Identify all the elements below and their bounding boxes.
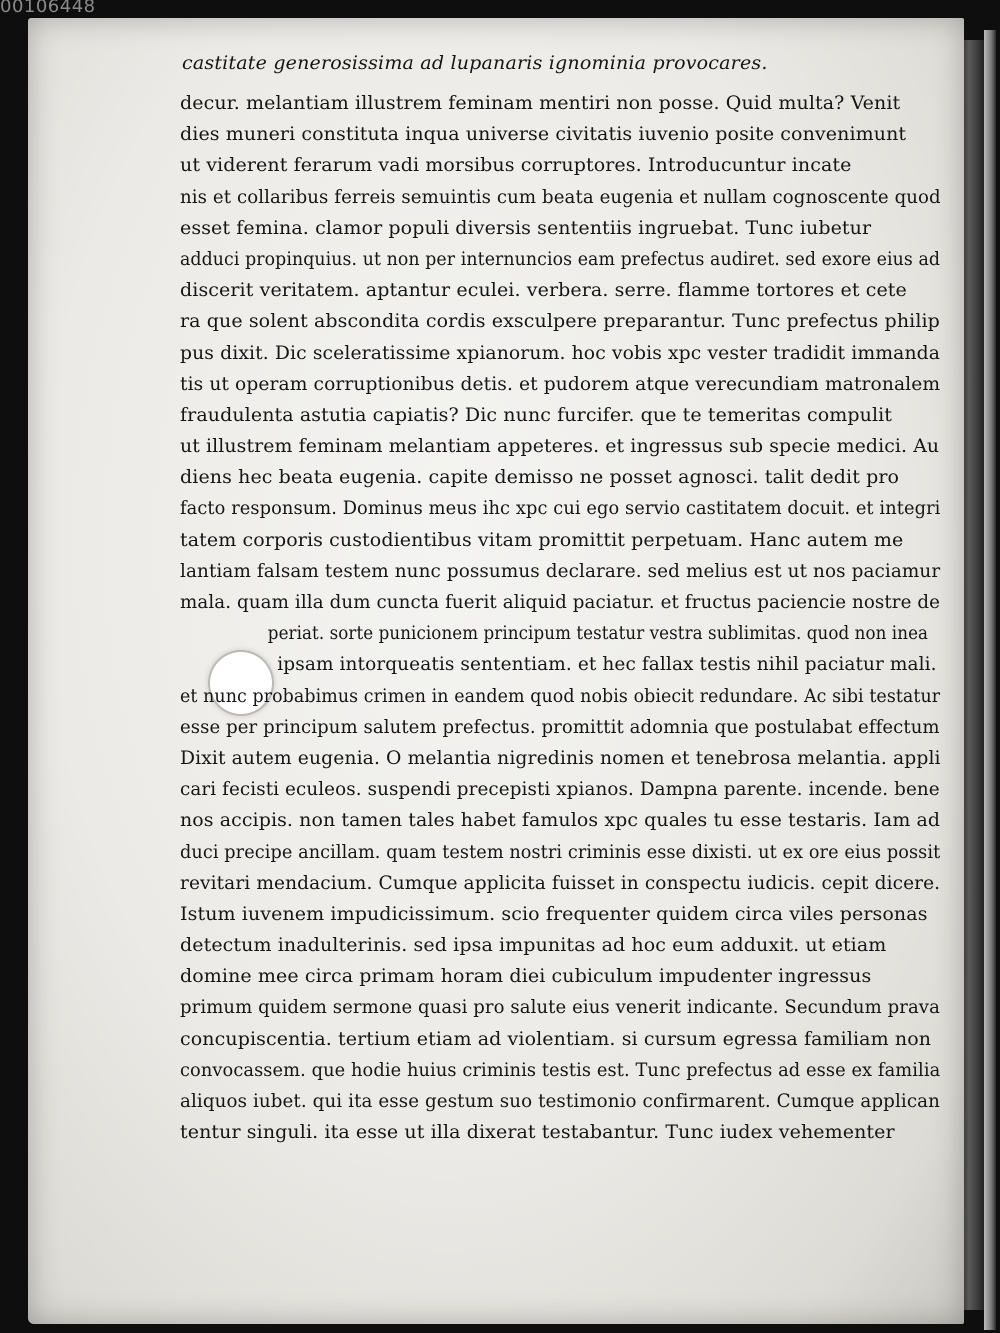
manuscript-line: et nunc probabimus crimen in eandem quod nobis obiecit redundare. Ac sibi testatur <box>180 684 941 707</box>
manuscript-line: discerit veritatem. aptantur eculei. verbera. serre. flamme tortores et cete <box>180 279 907 302</box>
manuscript-line: Istum iuvenem impudicissimum. scio frequenter quidem circa viles personas <box>180 902 928 925</box>
manuscript-line: duci precipe ancillam. quam testem nostri criminis esse dixisti. ut ex ore eius possit <box>180 840 941 863</box>
page-stack-edge <box>984 30 996 1330</box>
manuscript-line: esset femina. clamor populi diversis sententiis ingruebat. Tunc iubetur <box>180 216 872 239</box>
manuscript-line: esse per principum salutem prefectus. promittit adomnia que postulabat effectum <box>180 715 940 738</box>
manuscript-line: convocassem. que hodie huius criminis testis est. Tunc prefectus ad esse ex familia <box>180 1058 941 1081</box>
manuscript-line: nis et collaribus ferreis semuintis cum beata eugenia et nullam cognoscente quod <box>180 185 941 208</box>
manuscript-line: decur. melantiam illustrem feminam mentiri non posse. Quid multa? Venit <box>180 92 901 114</box>
manuscript-lines <box>180 88 950 1148</box>
image-id-label: 00106448 <box>0 0 96 17</box>
manuscript-line: tatem corporis custodientibus vitam promittit perpetuam. Hanc autem me <box>180 528 904 551</box>
manuscript-line: primum quidem sermone quasi pro salute eius venerit indicante. Secundum prava <box>180 996 940 1019</box>
manuscript-line: dies muneri constituta inqua universe civitatis iuvenio posite convenimunt <box>180 123 907 146</box>
manuscript-line: diens hec beata eugenia. capite demisso ne posset agnosci. talit dedit pro <box>180 466 900 489</box>
manuscript-line: periat. sorte punicionem principum testatur vestra sublimitas. quod non inea <box>267 622 929 645</box>
manuscript-line: tentur singuli. ita esse ut illa dixerat testabantur. Tunc iudex vehementer <box>180 1121 895 1144</box>
manuscript-line: ipsam intorqueatis sententiam. et hec fallax testis nihil paciatur mali. <box>277 653 937 676</box>
manuscript-line: revitari mendacium. Cumque applicita fuisset in conspectu iudicis. cepit dicere. <box>180 871 941 894</box>
manuscript-line: concupiscentia. tertium etiam ad violentiam. si cursum egressa familiam non <box>180 1027 932 1050</box>
manuscript-heading: castitate generosissima ad lupanaris ignominia provocares. <box>182 52 768 74</box>
manuscript-text <box>180 52 950 1148</box>
manuscript-line: Dixit autem eugenia. O melantia nigredinis nomen et tenebrosa melantia. appli <box>180 746 941 769</box>
manuscript-line: cari fecisti eculeos. suspendi precepisti xpianos. Dampna parente. incende. bene <box>180 778 940 801</box>
manuscript-line: pus dixit. Dic sceleratissime xpianorum. hoc vobis xpc vester tradidit immanda <box>180 341 941 364</box>
manuscript-line: fraudulenta astutia capiatis? Dic nunc furcifer. que te temeritas compulit <box>180 403 893 426</box>
manuscript-line: nos accipis. non tamen tales habet famulos xpc quales tu esse testaris. Iam ad <box>180 809 941 832</box>
manuscript-line: ra que solent abscondita cordis exsculpere preparantur. Tunc prefectus philip <box>180 310 940 333</box>
manuscript-line: facto responsum. Dominus meus ihc xpc cui ego servio castitatem docuit. et integri <box>180 497 941 520</box>
manuscript-line: tis ut operam corruptionibus detis. et pudorem atque verecundiam matronalem <box>180 372 941 395</box>
manuscript-line: adduci propinquius. ut non per internuncios eam prefectus audiret. sed exore eius ad <box>180 247 941 270</box>
manuscript-line: aliquos iubet. qui ita esse gestum suo testimonio confirmarent. Cumque applican <box>180 1090 940 1112</box>
manuscript-line: detectum inadulterinis. sed ipsa impunitas ad hoc eum adduxit. ut etiam <box>180 934 887 957</box>
manuscript-line: domine mee circa primam horam diei cubiculum impudenter ingressus <box>180 965 872 988</box>
manuscript-line: mala. quam illa dum cuncta fuerit aliquid paciatur. et fructus paciencie nostre de <box>180 591 941 613</box>
manuscript-line: ut illustrem feminam melantiam appeteres. et ingressus sub specie medici. Au <box>180 435 940 458</box>
manuscript-line: lantiam falsam testem nunc possumus declarare. sed melius est ut nos paciamur <box>180 559 941 582</box>
manuscript-line: ut viderent ferarum vadi morsibus corruptores. Introducuntur incate <box>180 154 852 177</box>
